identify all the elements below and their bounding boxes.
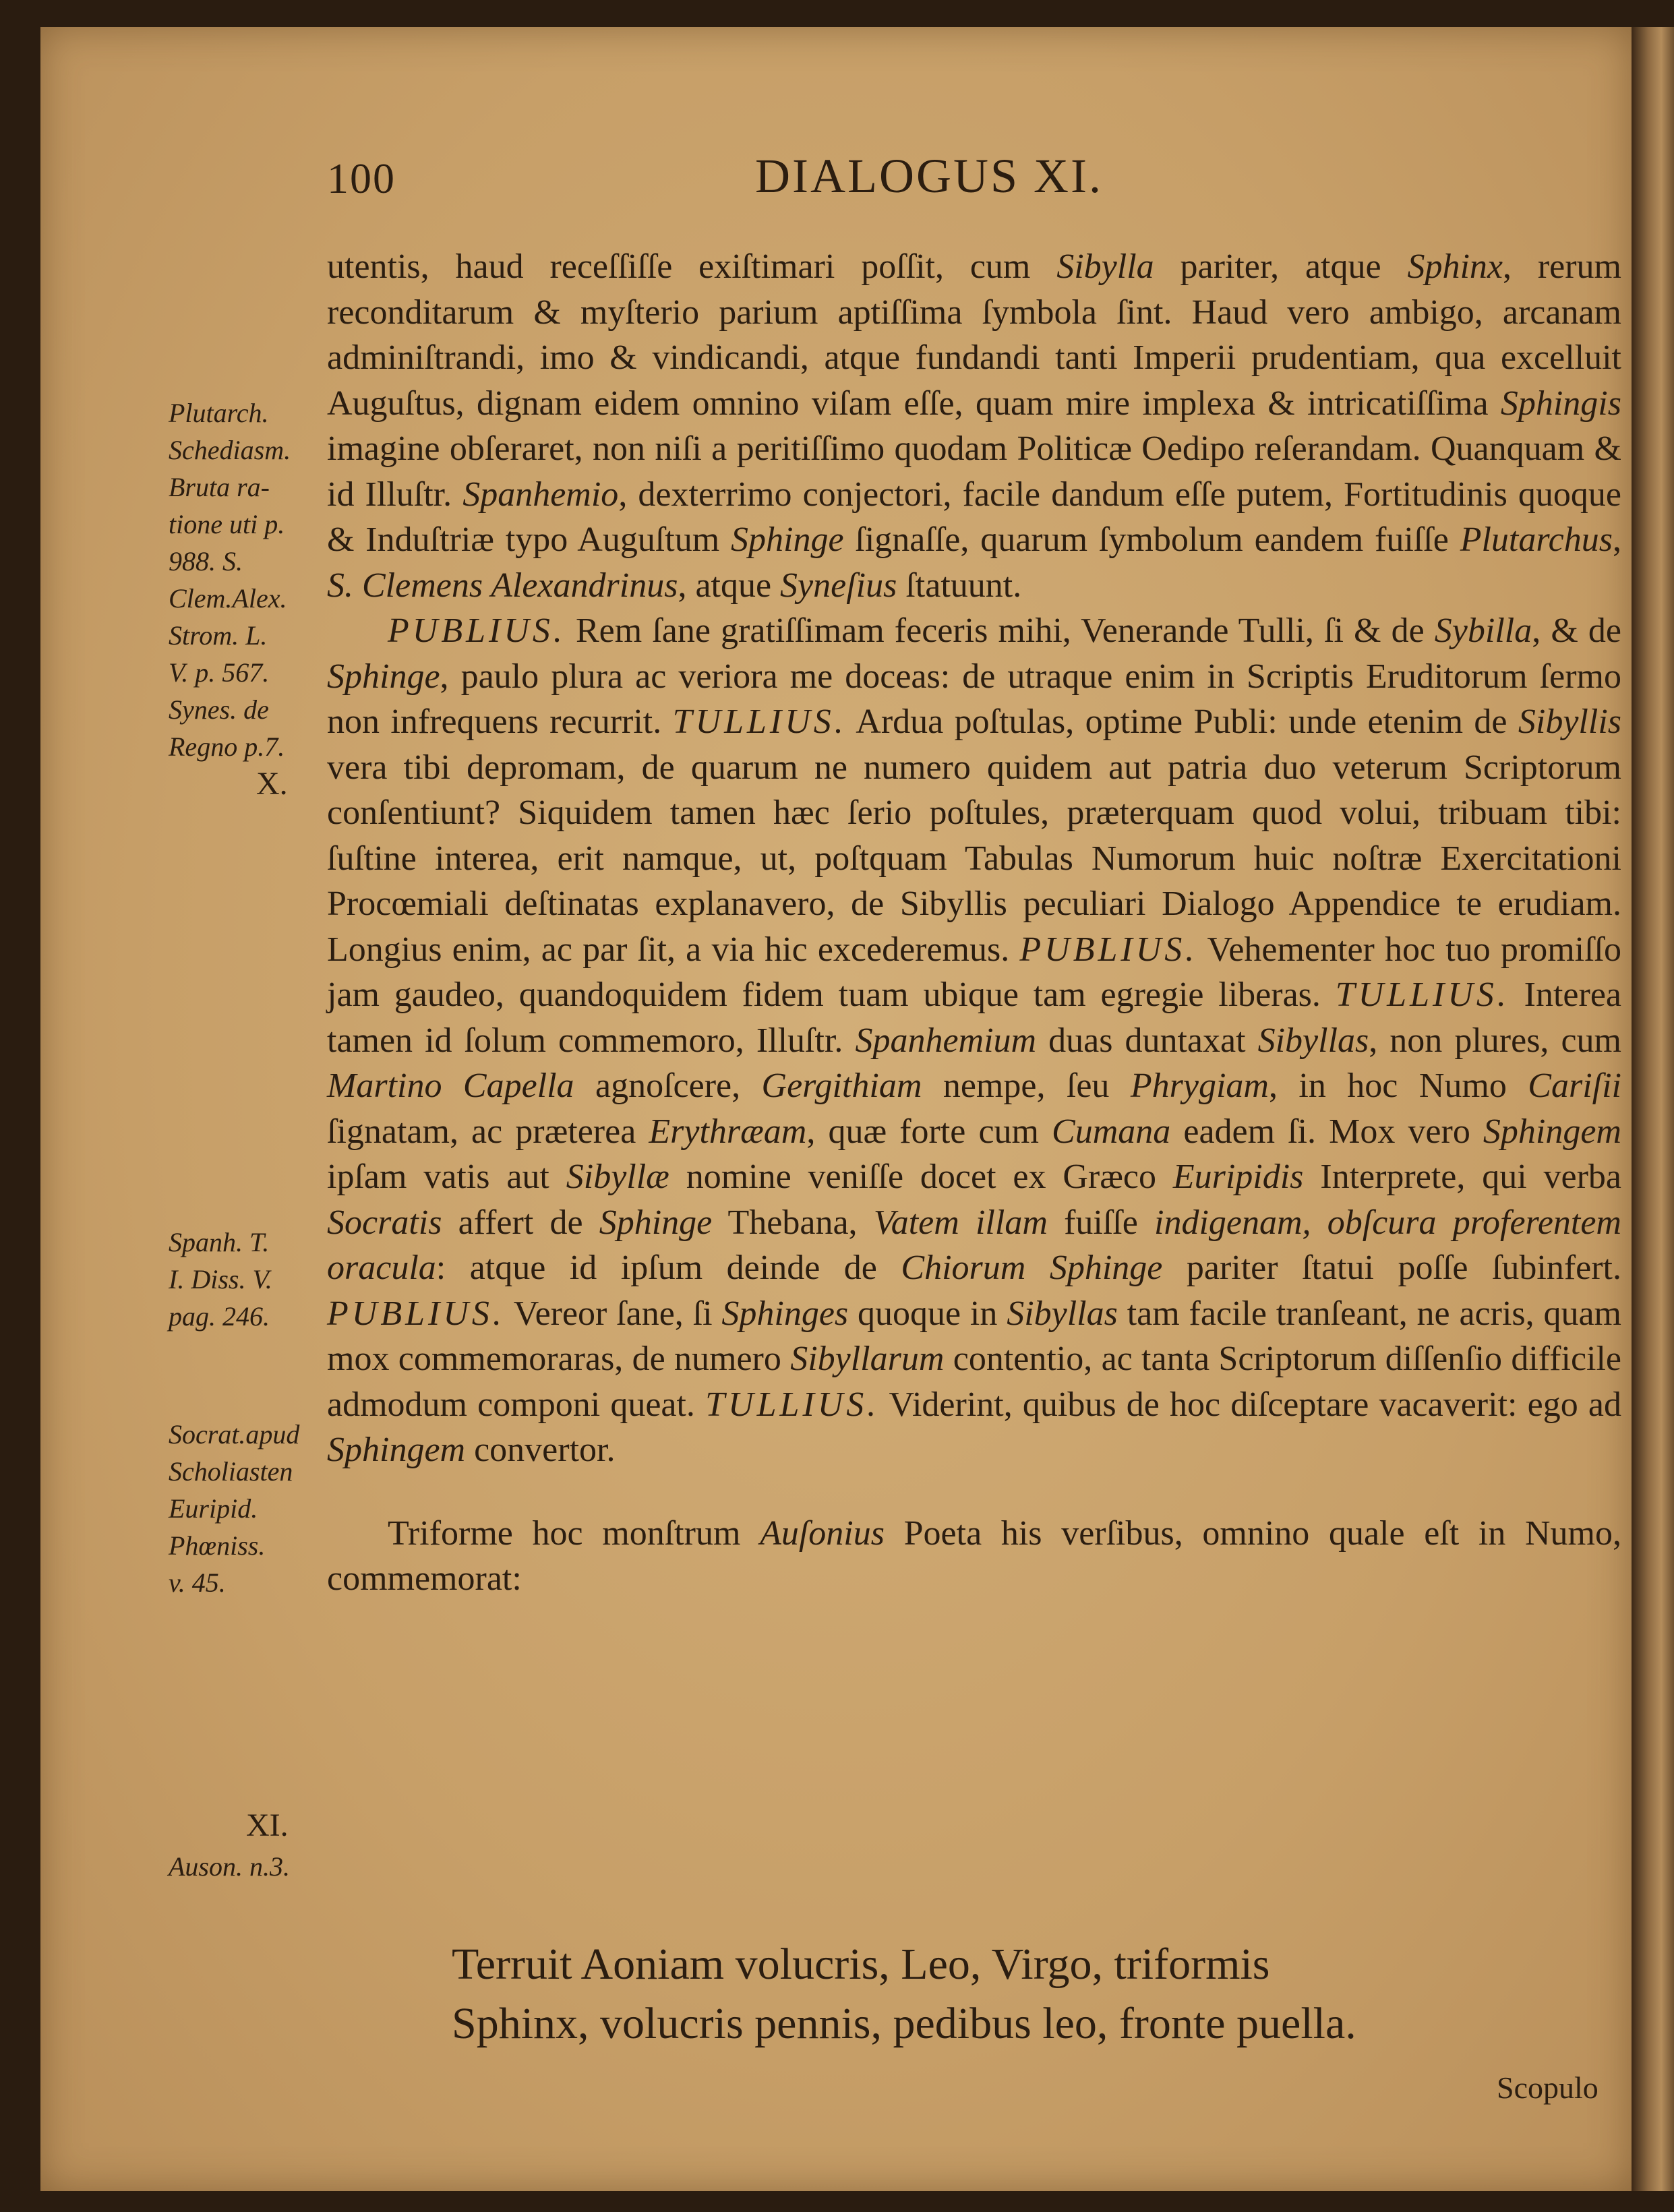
margin-line: Euripid.: [169, 1493, 258, 1524]
text-run: Vehementer hoc tuo promiſſo jam gaudeo, quandoquidem fidem tuam ubique tam egregie liberas.: [327, 930, 1622, 1014]
margin-note-plutarch: [169, 394, 324, 802]
italic-run: Sibyllarum: [790, 1340, 945, 1378]
margin-line: Bruta ra-: [169, 472, 270, 502]
text-run: , & de: [1532, 611, 1621, 650]
speaker-name: PUBLIUS.: [327, 1294, 505, 1333]
margin-line: pag. 246.: [169, 1301, 270, 1332]
body-text: [327, 244, 1621, 1602]
text-run: ipſam vatis aut: [327, 1158, 566, 1196]
verse-line-2: Sphinx, volucris pennis, pedibus leo, fronte puella.: [452, 1999, 1356, 2048]
italic-run: indigenam, obſcura proferentem oracula: [327, 1203, 1621, 1287]
margin-note-socrates: [169, 1416, 324, 1601]
book-page: [40, 27, 1632, 2191]
text-run: vera tibi depromam, de quarum ne numero quidem aut patria duo veterum Scriptorum conſentiunt? Siquidem tamen hæc ſerio poſtules, præterquam quod volui, tribuam tibi: ſuſtine interea, erit namque, ut, poſtquam Tabulas Numorum huic noſtræ Exercitationi Procœmiali deſtinatas explanavero, de Sibyllis peculiari Dialogo Appendice te erudiam. Longius enim, ac par ſit, a via hic excederemus.: [327, 748, 1621, 969]
italic-run: Martino Capella: [327, 1067, 574, 1105]
italic-run: Sphinge: [731, 520, 844, 559]
italic-run: Spanhemium: [855, 1021, 1037, 1060]
italic-run: Auſonius: [760, 1514, 885, 1553]
italic-run: Sybilla: [1434, 611, 1532, 650]
section-number-x: X.: [256, 766, 288, 802]
margin-line: tione uti p.: [169, 509, 285, 539]
italic-run: Plutarchus: [1460, 520, 1613, 559]
text-run: ſtatuunt.: [897, 566, 1022, 605]
text-run: , rerum reconditarum & myſterio parium aptiſſima ſymbola ſint. Haud vero ambigo, arcanam adminiſtrandi, imo & vindicandi, atque fundandi tanti Imperii prudentiam, qua excelluit Auguſtus, dignam eidem omnino viſam eſſe, quam mire implexa & intricatiſſima: [327, 247, 1622, 423]
text-run: Rem ſane gratiſſimam feceris mihi, Venerande Tulli, ſi & de: [565, 611, 1435, 650]
italic-run: Vatem illam: [873, 1203, 1048, 1242]
italic-run: S. Clemens Alexandrinus: [327, 566, 678, 605]
italic-run: Sphingem: [1483, 1112, 1621, 1151]
text-run: quoque in: [848, 1294, 1007, 1333]
italic-run: Chiorum Sphinge: [901, 1249, 1163, 1287]
text-run: pariter ſtatui poſſe ſubinfert.: [1162, 1249, 1622, 1287]
text-run: ,: [1613, 520, 1621, 559]
text-run: affert de: [442, 1203, 599, 1242]
text-run: , in hoc Numo: [1268, 1067, 1528, 1105]
italic-run: Cumana: [1052, 1112, 1171, 1151]
margin-line: Auson. n.3.: [169, 1851, 290, 1882]
text-run: fuiſſe: [1047, 1203, 1155, 1242]
margin-line: v. 45.: [169, 1567, 226, 1598]
italic-run: Sphinges: [721, 1294, 849, 1333]
margin-line: Schediasm.: [169, 435, 291, 465]
text-run: duas duntaxat: [1036, 1021, 1258, 1060]
text-run: Viderint, quibus de hoc diſceptare vacaverit: ego ad: [879, 1385, 1621, 1424]
verse-quotation: [452, 1935, 1356, 2054]
italic-run: Sibyllis: [1518, 703, 1621, 741]
text-run: ſignaſſe, quarum ſymbolum eandem fuiſſe: [843, 520, 1460, 559]
section-gap: [327, 1473, 1621, 1511]
text-run: , non plures, cum: [1369, 1021, 1622, 1060]
text-run: Triforme hoc monſtrum: [388, 1514, 760, 1553]
running-head: DIALOGUS XI.: [755, 149, 1103, 203]
speaker-name: TULLIUS.: [705, 1385, 880, 1424]
text-run: Interea tamen id ſolum commemoro, Illuſtr.: [327, 976, 1621, 1060]
text-run: Thebana,: [712, 1203, 874, 1242]
text-run: , quæ forte cum: [806, 1112, 1052, 1151]
page-number: 100: [327, 154, 396, 202]
margin-line: Regno p.7.: [169, 731, 285, 762]
text-run: : atque id ipſum deinde de: [436, 1249, 901, 1287]
italic-run: Sphinge: [327, 657, 440, 696]
italic-run: Erythræam: [649, 1112, 807, 1151]
margin-line: Plutarch.: [169, 398, 269, 428]
italic-run: Sibyllas: [1007, 1294, 1118, 1333]
text-run: contentio, ac tanta Scriptorum diſſenſio difficile admodum componi queat.: [327, 1340, 1622, 1424]
text-run: , atque: [678, 566, 781, 605]
italic-run: Sphinx: [1407, 247, 1503, 286]
margin-line: Clem.Alex.: [169, 583, 287, 614]
margin-line: Strom. L.: [169, 620, 268, 651]
text-run: convertor.: [465, 1431, 616, 1469]
margin-line: V. p. 567.: [169, 657, 270, 688]
margin-line: I. Diss. V.: [169, 1264, 272, 1294]
margin-line: 988. S.: [169, 546, 243, 576]
italic-run: Phrygiam: [1130, 1067, 1269, 1105]
italic-run: Sphingem: [327, 1431, 466, 1469]
italic-run: Socratis: [327, 1203, 442, 1242]
margin-note-ausonius: [169, 1807, 324, 1885]
text-run: ſignatam, ac præterea: [327, 1112, 649, 1151]
italic-run: Sibyllas: [1257, 1021, 1369, 1060]
text-run: tam facile tranſeant, ne acris, quam mox commemoraras, de numero: [327, 1294, 1622, 1378]
margin-line: Phœniss.: [169, 1530, 266, 1561]
margin-note-spanheim: [169, 1224, 324, 1335]
text-run: nomine veniſſe docet ex Græco: [669, 1158, 1173, 1196]
section-number-xi: XI.: [246, 1807, 289, 1843]
text-run: eadem ſi. Mox vero: [1170, 1112, 1483, 1151]
italic-run: Cariſii: [1528, 1067, 1622, 1105]
text-run: , dexterrimo conjectori, facile dandum eſſe putem, Fortitudinis quoque & Induſtriæ typo Auguſtum: [327, 475, 1621, 559]
text-run: agnoſcere,: [574, 1067, 762, 1105]
text-run: Ardua poſtulas, optime Publi: unde etenim de: [846, 703, 1518, 741]
margin-line: Synes. de: [169, 694, 269, 725]
text-run: , paulo plura ac veriora me doceas: de utraque enim in Scriptis Eruditorum ſermo non infrequens recurrit.: [327, 657, 1621, 741]
margin-line: Socrat.apud: [169, 1419, 300, 1449]
italic-run: Sibylla: [1056, 247, 1154, 286]
text-run: imagine obſeraret, non niſi a peritiſſimo quodam Politicæ Oedipo reſerandam. Quanquam & id Illuſtr.: [327, 429, 1621, 514]
margin-line: Spanh. T.: [169, 1227, 270, 1257]
text-run: nempe, ſeu: [922, 1067, 1131, 1105]
italic-run: Spanhemio: [462, 475, 619, 514]
text-run: pariter, atque: [1154, 247, 1408, 286]
paragraph-2: [327, 608, 1621, 1473]
text-run: utentis, haud receſſiſſe exiſtimari poſſit, cum: [327, 247, 1057, 286]
speaker-name: TULLIUS.: [1335, 976, 1509, 1014]
text-run: Vereor ſane, ſi: [504, 1294, 722, 1333]
speaker-name: PUBLIUS.: [1019, 930, 1198, 969]
speaker-name: TULLIUS.: [672, 703, 847, 741]
italic-run: Syneſius: [780, 566, 897, 605]
speaker-name: PUBLIUS.: [388, 611, 566, 650]
paragraph-3: [327, 1511, 1621, 1602]
paragraph-1: [327, 244, 1621, 608]
italic-run: Sphinge: [599, 1203, 713, 1242]
text-run: Poeta his verſibus, omnino quale eſt in Numo, commemorat:: [327, 1514, 1621, 1598]
next-page-edge: [1632, 27, 1674, 2191]
verse-line-1: Terruit Aoniam volucris, Leo, Virgo, triformis: [452, 1940, 1270, 1989]
italic-run: Euripidis: [1172, 1158, 1304, 1196]
text-run: Interprete, qui verba: [1303, 1158, 1621, 1196]
margin-line: Scholiasten: [169, 1456, 293, 1487]
italic-run: Sphingis: [1500, 384, 1621, 423]
italic-run: Gergithiam: [761, 1067, 922, 1105]
catchword: Scopulo: [1497, 2070, 1598, 2105]
italic-run: Sibyllæ: [566, 1158, 669, 1196]
